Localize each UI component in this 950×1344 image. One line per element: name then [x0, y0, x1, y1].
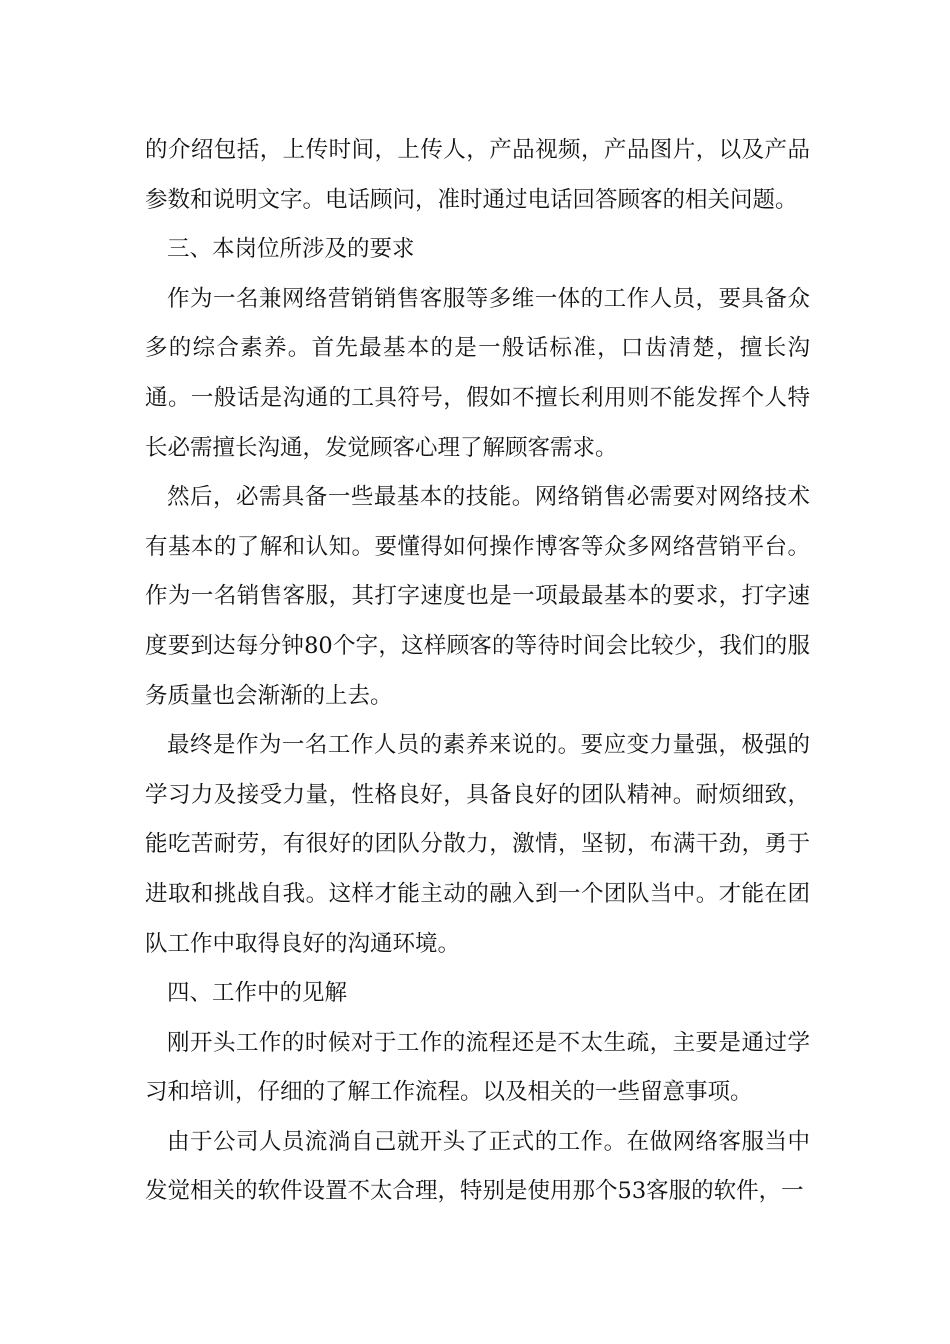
paragraph-basic-skills: 然后，必需具备一些最基本的技能。网络销售必需要对网络技术有基本的了解和认知。要懂得如何操作博客等众多网络营销平台。作为一名销售客服，其打字速度也是一项最最基本的要求，打字速度要到达每分钟80个字，这样顾客的等待时间会比较少，我们的服务质量也会渐渐的上去。 [145, 484, 810, 709]
section-heading-three: 三、本岗位所涉及的要求 [167, 236, 415, 263]
section-heading-four: 四、工作中的见解 [167, 980, 348, 1007]
paragraph-intro-continued: 的介绍包括，上传时间，上传人，产品视频，产品图片，以及产品参数和说明文字。电话顾问，准时通过电话回答顾客的相关问题。 [145, 137, 810, 213]
paragraph-software-issue: 由于公司人员流淌自己就开头了正式的工作。在做网络客服当中发觉相关的软件设置不太合理，特别是使用那个53客服的软件，一 [145, 1128, 810, 1205]
paragraph-quality-requirements: 作为一名兼网络营销销售客服等多维一体的工作人员，要具备众多的综合素养。首先最基本的是一般话标准，口齿清楚，擅长沟通。一般话是沟通的工具符号，假如不擅长利用则不能发挥个人特长必需擅长沟通，发觉顾客心理了解顾客需求。 [145, 285, 810, 461]
paragraph-personal-quality: 最终是作为一名工作人员的素养来说的。要应变力量强，极强的学习力及接受力量，性格良好，具备良好的团队精神。耐烦细致，能吃苦耐劳，有很好的团队分散力，激情，坚韧，布满干劲，勇于进取和挑战自我。这样才能主动的融入到一个团队当中。才能在团队工作中取得良好的沟通环境。 [145, 732, 810, 957]
paragraph-getting-started: 刚开头工作的时候对于工作的流程还是不太生疏，主要是通过学习和培训，仔细的了解工作流程。以及相关的一些留意事项。 [145, 1029, 810, 1106]
document-body [145, 126, 810, 1217]
